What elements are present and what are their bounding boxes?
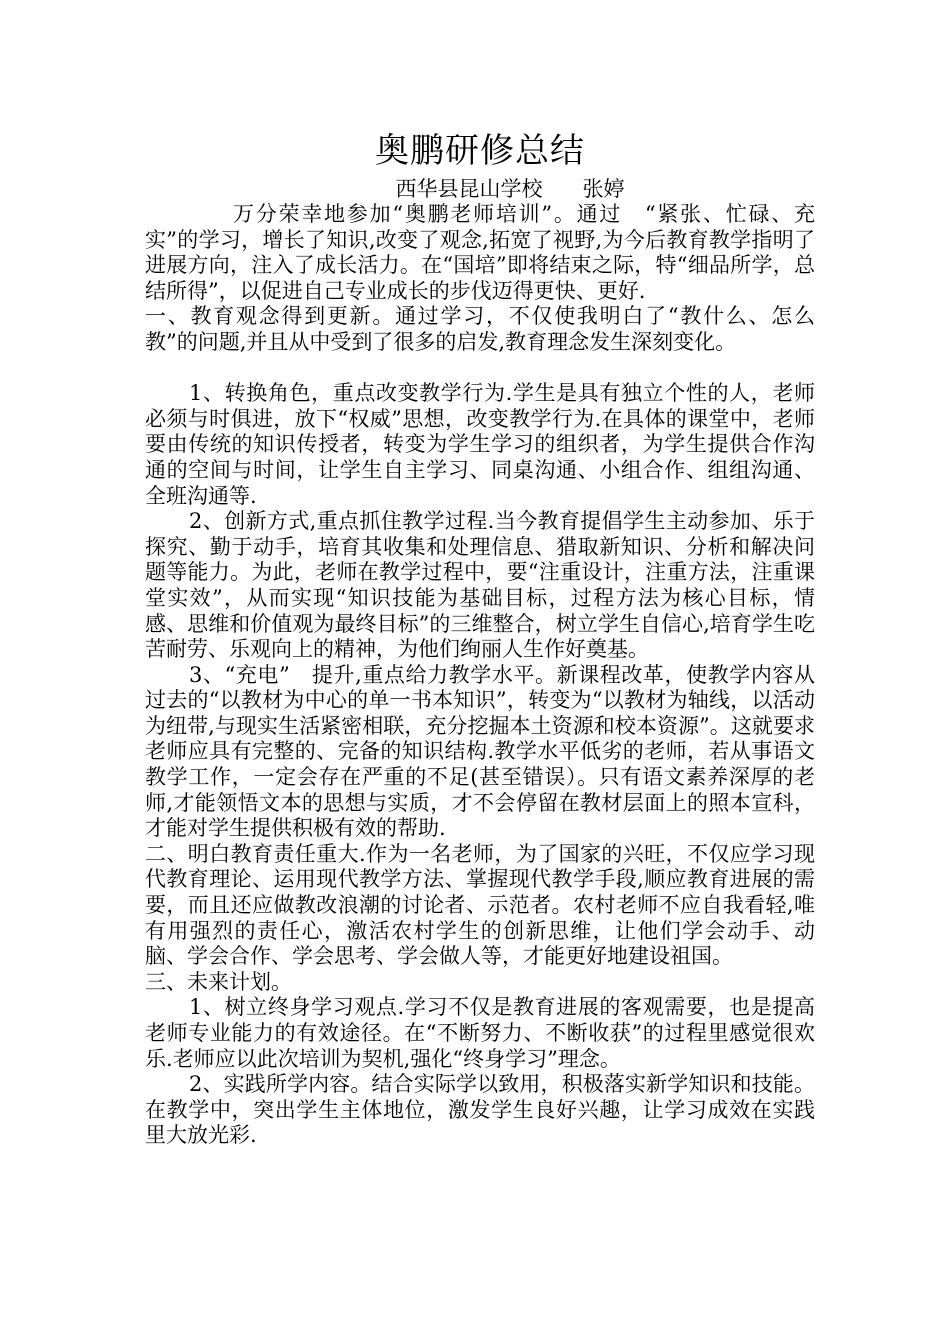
byline xyxy=(145,176,815,202)
section3-item1: 1、树立终身学习观点.学习不仅是教育进展的客观需要，也是提高老师专业能力的有效途径。在“不断努力、不断收获”的过程里感觉很欢乐.老师应以此次培训为契机,强化“终身学习”理念。 xyxy=(145,995,815,1071)
blank-line xyxy=(145,356,815,382)
document-page xyxy=(145,128,815,1149)
section1-heading: 一、教育观念得到更新。通过学习，不仅使我明白了“教什么、怎么教”的问题,并且从中受到了很多的启发,教育理念发生深刻变化。 xyxy=(145,304,815,354)
section3-heading: 三、未来计划。 xyxy=(145,969,292,994)
document-title: 奥鹏研修总结 xyxy=(375,131,585,171)
intro-paragraph: 万分荣幸地参加“奥鹏老师培训”。通过 “紧张、忙碌、充实”的学习，增长了知识,改变了观念,拓宽了视野,为今后教育教学指明了进展方向，注入了成长活力。在“国培”即将结束之际，特“细品所学，总结所得”，以促进自己专业成长的步伐迈得更快、更好. xyxy=(145,202,815,303)
section3-item2: 2、实践所学内容。结合实际学以致用，积极落实新学知识和技能。在教学中，突出学生主体地位，激发学生良好兴趣，让学习成效在实践里大放光彩. xyxy=(145,1072,815,1148)
section1-item2: 2、创新方式,重点抓住教学过程.当今教育提倡学生主动参加、乐于探究、勤于动手，培育其收集和处理信息、猎取新知识、分析和解决问题等能力。为此，老师在教学过程中，要“注重设计，注重方法，注重课堂实效”，从而实现“知识技能为基础目标，过程方法为核心目标，情感、思维和价值观为最终目标”的三维整合，树立学生自信心,培育学生吃苦耐劳、乐观向上的精神，为他们绚丽人生作好奠基。 xyxy=(145,509,815,662)
author-name: 张婷 xyxy=(582,177,625,201)
section1-item3: 3、“充电” 提升,重点给力教学水平。新课程改革，使教学内容从过去的“以教材为中心的单一书本知识”，转变为“以教材为轴线，以活动为纽带,与现实生活紧密相联，充分挖掘本土资源和校本资源”。这就要求老师应具有完整的、完备的知识结构.教学水平低劣的老师，若从事语文教学工作，一定会存在严重的不足(甚至错误）。只有语文素养深厚的老师,才能领悟文本的思想与实质，才不会停留在教材层面上的照本宣科，才能对学生提供积极有效的帮助. xyxy=(145,662,815,841)
section1-item1: 1、转换角色，重点改变教学行为.学生是具有独立个性的人，老师必须与时俱进，放下“权威”思想，改变教学行为.在具体的课堂中，老师要由传统的知识传授者，转变为学生学习的组织者，为学生提供合作沟通的空间与时间，让学生自主学习、同桌沟通、小组合作、组组沟通、全班沟通等. xyxy=(145,381,815,508)
school-name: 西华县昆山学校 xyxy=(395,177,543,201)
section2-paragraph: 二、明白教育责任重大.作为一名老师，为了国家的兴旺，不仅应学习现代教育理论、运用现代教学方法、掌握现代教学手段,顺应教育进展的需要，而且还应做教改浪潮的讨论者、示范者。农村老师不应自我看轻,唯有用强烈的责任心，激活农村学生的创新思维，让他们学会动手、动脑、学会合作、学会思考、学会做人等，才能更好地建设祖国。 xyxy=(145,841,815,969)
